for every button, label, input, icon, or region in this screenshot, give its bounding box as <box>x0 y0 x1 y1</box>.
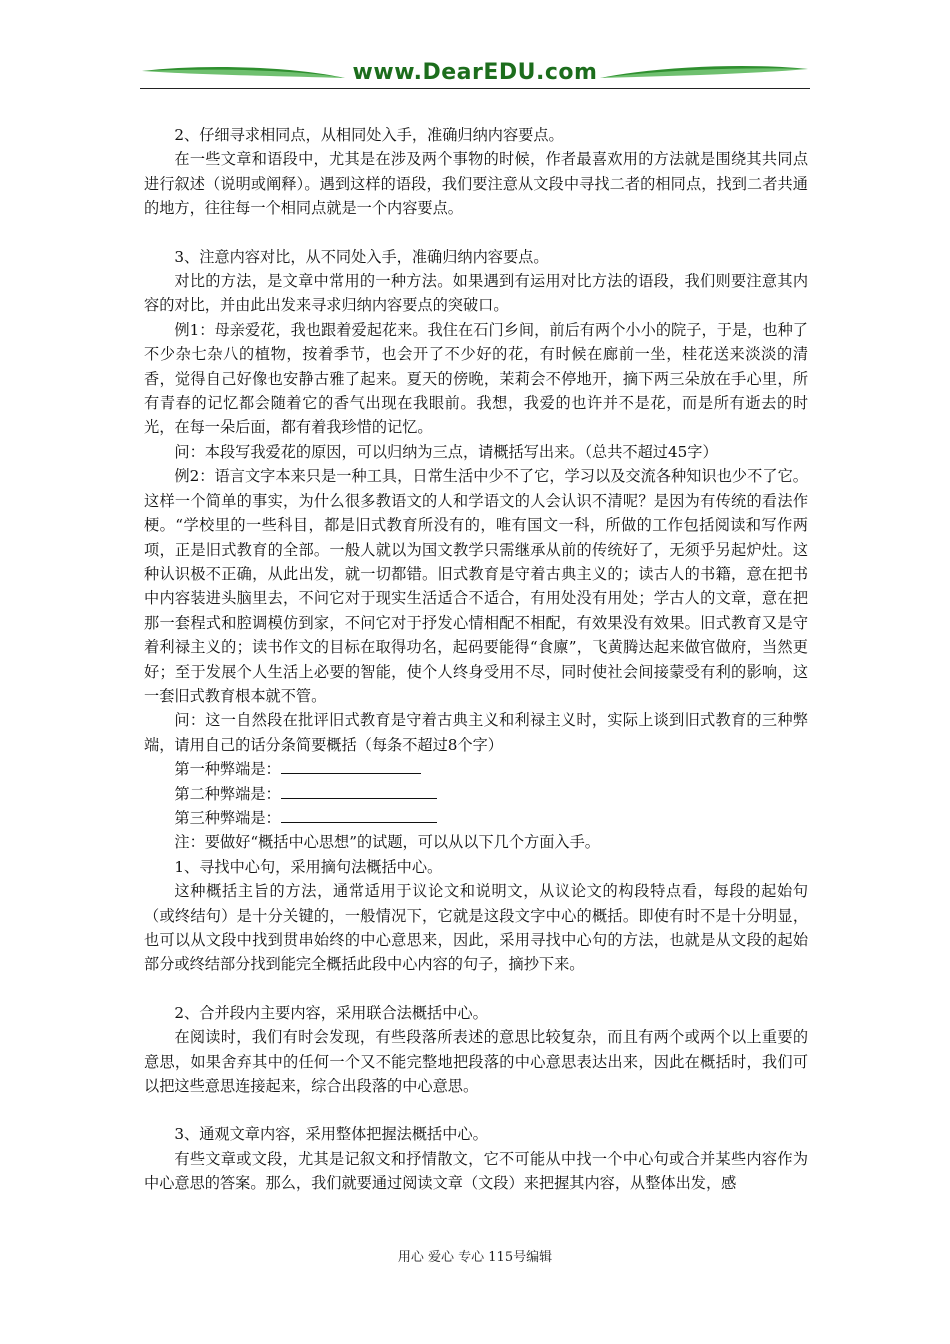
section-heading: 2、合并段内主要内容，采用联合法概括中心。 <box>174 1003 488 1022</box>
section-heading: 1、寻找中心句，采用摘句法概括中心。 <box>174 857 443 876</box>
header-divider <box>140 88 810 89</box>
section-heading: 2、仔细寻求相同点，从相同处入手，准确归纳内容要点。 <box>174 126 564 144</box>
example-paragraph: 例2：语言文字本来只是一种工具，日常生活中少不了它，学习以及交流各种知识也少不了它。这样一个简单的事实，为什么很多教语文的人和学语文的人会认识不清呢？是因为有传统的看法作梗。“学校里的一些科目，都是旧式教育所没有的，唯有国文一科，所做的工作包括阅读和写作两项，正是旧式教育的全部。一般人就以为国文教学只需继承从前的传统好了，无须乎另起炉灶。这种认识极不正确，从此出发，就一切都错。旧式教育是守着古典主义的；读古人的书籍，意在把书中内容装进头脑里去，不问它对于现实生活适合不适合，有用处没有用处；学古人的文章，意在把那一套程式和腔调模仿到家，不问它对于抒发心情相配不相配，有效果没有效果。旧式教育又是守着利禄主义的；读书作文的目标在取得功名，起码要能得“食廪”，飞黄腾达起来做官做府，当然更好；至于发展个人生活上必要的智能，使个人终身受用不尽，同时使社会间接蒙受有利的影响，这一套旧式教育根本就不管。 <box>144 467 808 705</box>
question: 问：本段写我爱花的原因，可以归纳为三点，请概括写出来。（总共不超过45字） <box>174 442 718 461</box>
answer-line-2 <box>144 782 808 806</box>
paragraph: 有些文章或文段，尤其是记叙文和抒情散文，它不可能从中找一个中心句或合并某些内容作为中心意思的答案。那么，我们就要通过阅读文章（文段）来把握其内容，从整体出发，感 <box>144 1149 808 1193</box>
page-footer: 用心 爱心 专心 115号编辑 <box>397 1250 553 1265</box>
site-brand[interactable]: www.DearEDU.com <box>352 60 598 85</box>
page-header <box>140 58 810 94</box>
paragraph: 在一些文章和语段中，尤其是在涉及两个事物的时候，作者最喜欢用的方法就是围绕其共同点进行叙述（说明或阐释）。遇到这样的语段，我们要注意从文段中寻找二者的相同点，找到二者共通的地方，往往每一个相同点就是一个内容要点。 <box>144 150 808 218</box>
answer-line-1 <box>144 757 808 781</box>
answer-blank[interactable] <box>281 806 437 823</box>
answer-blank[interactable] <box>281 757 421 774</box>
section-heading: 3、通观文章内容，采用整体把握法概括中心。 <box>174 1125 488 1144</box>
question: 问：这一自然段在批评旧式教育是守着古典主义和利禄主义时，实际上谈到旧式教育的三种弊端，请用自己的话分条简要概括（每条不超过8个字） <box>144 711 808 754</box>
document-body <box>144 123 808 1196</box>
note: 注：要做好“概括中心思想”的试题，可以从以下几个方面入手。 <box>174 833 600 852</box>
paragraph: 对比的方法，是文章中常用的一种方法。如果遇到有运用对比方法的语段，我们则要注意其内容的对比，并由此出发来寻求归纳内容要点的突破口。 <box>144 272 808 315</box>
paragraph: 这种概括主旨的方法，通常适用于议论文和说明文，从议论文的构段特点看，每段的起始句（或终结句）是十分关键的，一般情况下，它就是这段文字中心的概括。即使有时不是十分明显，也可以从文段中找到贯串始终的中心意思来，因此，采用寻找中心句的方法，也就是从文段的起始部分或终结部分找到能完全概括此段中心内容的句子，摘抄下来。 <box>144 882 808 974</box>
section-heading: 3、注意内容对比，从不同处入手，准确归纳内容要点。 <box>174 247 549 266</box>
example-paragraph: 例1：母亲爱花，我也跟着爱起花来。我住在石门乡间，前后有两个小小的院子，于是，也种了不少杂七杂八的植物，按着季节，也会开了不少好的花，有时候在廊前一坐，桂花送来淡淡的清香，觉得自己好像也安静古雅了起来。夏天的傍晚，茉莉会不停地开，摘下两三朵放在手心里，所有青春的记忆都会随着它的香气出现在我眼前。我想，我爱的也许并不是花，而是所有逝去的时光，在每一朵后面，都有着我珍惜的记忆。 <box>144 320 808 437</box>
answer-line-3 <box>144 806 808 830</box>
answer-label: 第三种弊端是： <box>174 808 281 827</box>
answer-label: 第二种弊端是： <box>174 784 281 803</box>
paragraph: 在阅读时，我们有时会发现，有些段落所表述的意思比较复杂，而且有两个或两个以上重要的意思，如果舍弃其中的任何一个又不能完整地把段落的中心意思表达出来，因此在概括时，我们可以把这些意思连接起来，综合出段落的中心意思。 <box>144 1028 808 1096</box>
answer-label: 第一种弊端是： <box>174 760 281 779</box>
answer-blank[interactable] <box>281 782 437 799</box>
